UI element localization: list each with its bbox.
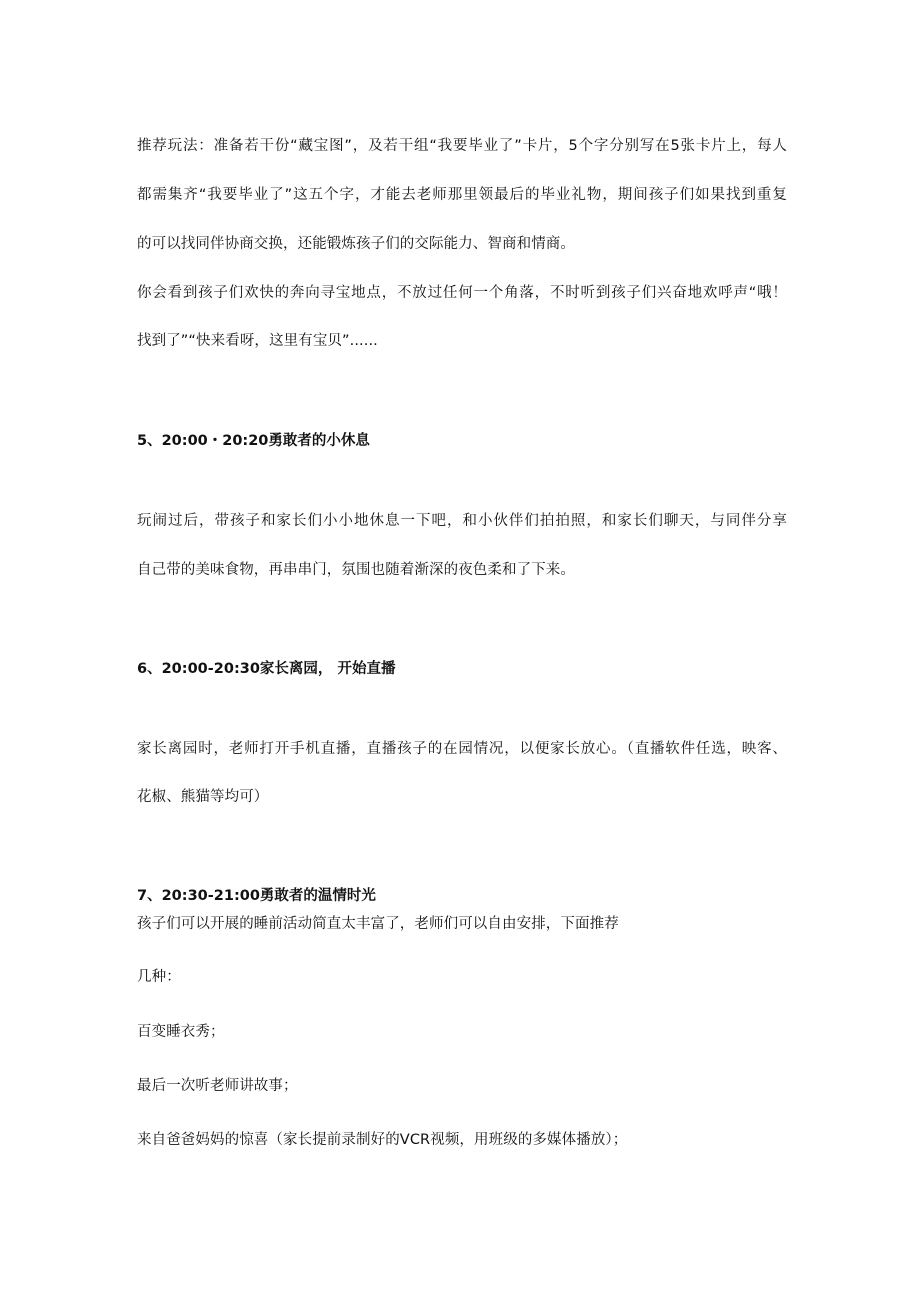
paragraph-line: 找到了”“快来看呀，这里有宝贝”...... [137, 333, 378, 349]
list-item: 百变睡衣秀； [137, 1024, 225, 1040]
paragraph-line: 孩子们可以开展的睡前活动简直太丰富了，老师们可以自由安排，下面推荐 [137, 916, 619, 932]
section-heading: 5、20:00・20:20勇敢者的小休息 [137, 433, 370, 449]
paragraph-line: 玩闹过后，带孩子和家长们小小地休息一下吧，和小伙伴们拍拍照，和家长们聊天，与同伴分享 [137, 513, 787, 529]
section-heading: 7、20:30-21:00勇敢者的温情时光 [137, 888, 376, 904]
list-item: 最后一次听老师讲故事； [137, 1078, 298, 1094]
paragraph-line: 你会看到孩子们欢快的奔向寻宝地点，不放过任何一个角落，不时听到孩子们兴奋地欢呼声“哦！ [137, 285, 787, 301]
paragraph-line: 自己带的美味食物，再串串门，氛围也随着渐深的夜色柔和了下来。 [137, 562, 575, 578]
list-item: 来自爸爸妈妈的惊喜（家长提前录制好的VCR视频，用班级的多媒体播放）； [137, 1132, 628, 1148]
section-heading: 6、20:00-20:30家长离园， 开始直播 [137, 661, 396, 677]
paragraph-line: 花椒、熊猫等均可） [137, 789, 269, 805]
paragraph-line: 几种： [137, 969, 181, 985]
paragraph-line: 家长离园时，老师打开手机直播，直播孩子的在园情况，以便家长放心。（直播软件任选，映客、 [137, 741, 787, 757]
paragraph-line: 推荐玩法：准备若干份“藏宝图”，及若干组“我要毕业了”卡片，5个字分别写在5张卡片上，每人 [137, 138, 787, 154]
paragraph-line: 的可以找同伴协商交换，还能锻炼孩子们的交际能力、智商和情商。 [137, 236, 575, 252]
paragraph-line: 都需集齐“我要毕业了”这五个字，才能去老师那里领最后的毕业礼物，期间孩子们如果找到重复 [137, 187, 787, 203]
